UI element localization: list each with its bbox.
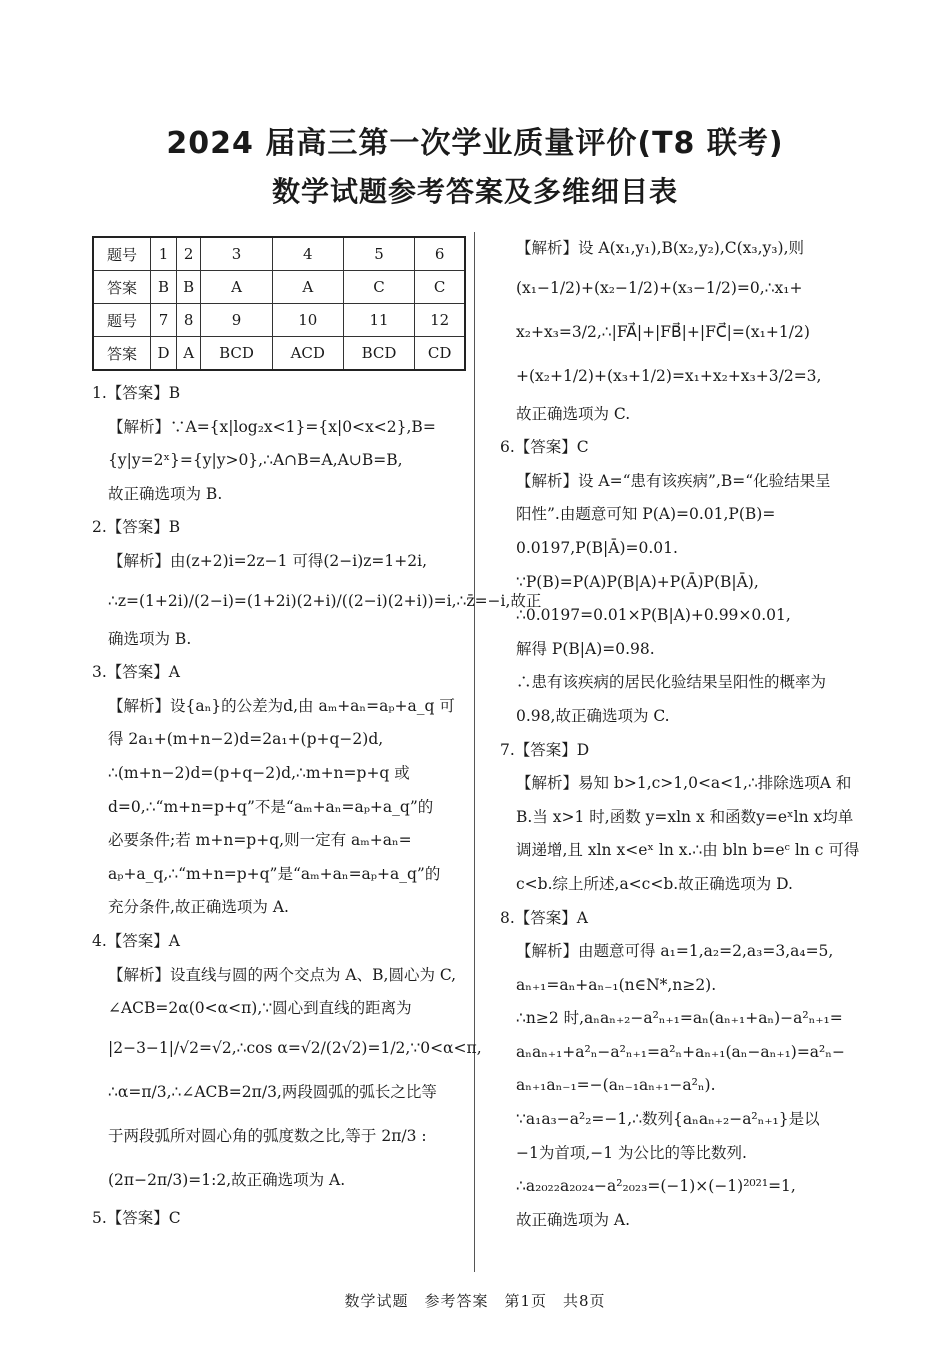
answer-table-cell: CD bbox=[415, 337, 465, 371]
question-answer-heading: 3.【答案】A bbox=[92, 663, 180, 682]
left-solutions bbox=[92, 377, 542, 1235]
answer-table-cell: 4 bbox=[272, 237, 343, 271]
answer-table-header-cell: 题号 bbox=[93, 237, 151, 271]
left-column bbox=[92, 236, 542, 1235]
answer-table-cell: 5 bbox=[343, 237, 415, 271]
answer-table-cell: 3 bbox=[201, 237, 273, 271]
solution-line: 解得 P(B|A)=0.98. bbox=[516, 639, 655, 658]
answer-table-cell: A bbox=[177, 337, 201, 371]
solution-line: ∴(m+n−2)d=(p+q−2)d,∴m+n=p+q 或 bbox=[108, 763, 410, 782]
answer-table-cell: 8 bbox=[177, 304, 201, 337]
question-answer-heading: 5.【答案】C bbox=[92, 1208, 181, 1227]
answer-table-cell: 9 bbox=[201, 304, 273, 337]
solution-line: {y|y=2ˣ}={y|y>0},∴A∩B=A,A∪B=B, bbox=[108, 451, 403, 470]
question-answer-heading: 7.【答案】D bbox=[500, 740, 590, 759]
solution-line: ∴α=π/3,∴∠ACB=2π/3,两段圆弧的弧长之比等 bbox=[108, 1082, 437, 1101]
answer-table-row bbox=[93, 237, 465, 271]
solution-line: 【解析】易知 b>1,c>1,0<a<1,∴排除选项A 和 bbox=[516, 774, 852, 793]
solution-line: 【解析】设 A(x₁,y₁),B(x₂,y₂),C(x₃,y₃),则 bbox=[516, 239, 804, 257]
solution-line: 【解析】由(z+2)i=2z−1 可得(2−i)z=1+2i, bbox=[108, 551, 428, 570]
solution-line: 故正确选项为 B. bbox=[108, 484, 223, 503]
solution-line: −1为首项,−1 为公比的等比数列. bbox=[516, 1143, 747, 1162]
answer-table-cell: 1 bbox=[151, 237, 177, 271]
answer-table-cell: C bbox=[343, 271, 415, 304]
solution-line: 0.0197,P(B|Ā)=0.01. bbox=[516, 538, 678, 557]
solution-line: aₙ₊₁=aₙ+aₙ₋₁(n∈N*,n≥2). bbox=[516, 975, 717, 994]
solution-line: 【解析】设直线与圆的两个交点为 A、B,圆心为 C, bbox=[108, 965, 457, 984]
answer-table-cell: C bbox=[415, 271, 465, 304]
answer-table-cell: BCD bbox=[343, 337, 415, 371]
answer-table-cell: 6 bbox=[415, 237, 465, 271]
solution-line: ∴a₂₀₂₂a₂₀₂₄−a²₂₀₂₃=(−1)×(−1)²⁰²¹=1, bbox=[516, 1177, 796, 1196]
solution-line: 得 2a₁+(m+n−2)d=2a₁+(p+q−2)d, bbox=[108, 730, 384, 749]
solution-line: 【解析】由题意可得 a₁=1,a₂=2,a₃=3,a₄=5, bbox=[516, 942, 834, 961]
answer-table-cell: A bbox=[201, 271, 273, 304]
solution-line: 【解析】∵A={x|log₂x<1}={x|0<x<2},B= bbox=[108, 417, 436, 436]
solution-line: ∴z=(1+2i)/(2−i)=(1+2i)(2+i)/((2−i)(2+i))=i,∴z̄=−i,故正 bbox=[108, 591, 542, 610]
page-subtitle: 数学试题参考答案及多维细目表 bbox=[271, 175, 678, 208]
solution-line: aₙ₊₁aₙ₋₁=−(aₙ₋₁aₙ₊₁−a²ₙ). bbox=[516, 1076, 716, 1095]
answer-table-header-cell: 答案 bbox=[93, 337, 151, 371]
solution-line: 充分条件,故正确选项为 A. bbox=[108, 898, 289, 917]
solution-line: +(x₂+1/2)+(x₃+1/2)=x₁+x₂+x₃+3/2=3, bbox=[516, 366, 822, 385]
page-footer: 数学试题 参考答案 第1页 共8页 bbox=[344, 1292, 606, 1310]
solution-line: 【解析】设{aₙ}的公差为d,由 aₘ+aₙ=aₚ+a_q 可 bbox=[108, 696, 455, 715]
solution-line: |2−3−1|/√2=√2,∴cos α=√2/(2√2)=1/2,∵0<α<π, bbox=[108, 1038, 482, 1057]
solution-line: 调递增,且 xln x<eˣ ln x.∴由 bln b=eᶜ ln c 可得 bbox=[516, 841, 860, 860]
question-answer-heading: 1.【答案】B bbox=[92, 384, 181, 402]
solution-line: 确选项为 B. bbox=[108, 629, 192, 648]
answer-table-cell: D bbox=[151, 337, 177, 371]
solution-line: ∠ACB=2α(0<α<π),∵圆心到直线的距离为 bbox=[108, 999, 412, 1018]
solution-line: 【解析】设 A=“患有该疾病”,B=“化验结果呈 bbox=[516, 471, 831, 490]
solution-line: 0.98,故正确选项为 C. bbox=[516, 706, 670, 725]
page-title: 2024 届高三第一次学业质量评价(T8 联考) bbox=[166, 126, 784, 161]
question-answer-heading: 4.【答案】A bbox=[92, 931, 180, 950]
solution-line: 必要条件;若 m+n=p+q,则一定有 aₘ+aₙ= bbox=[108, 831, 412, 850]
answer-table-row bbox=[93, 304, 465, 337]
solution-line: aₚ+a_q,∴“m+n=p+q”是“aₘ+aₙ=aₚ+a_q”的 bbox=[108, 864, 441, 883]
solution-line: x₂+x₃=3/2,∴|FA⃗|+|FB⃗|+|FC⃗|=(x₁+1/2) bbox=[516, 322, 810, 341]
answer-table-cell: A bbox=[272, 271, 343, 304]
solution-line: B.当 x>1 时,函数 y=xln x 和函数y=eˣln x均单 bbox=[516, 807, 854, 826]
right-column bbox=[500, 232, 862, 1237]
answer-table-cell: 12 bbox=[415, 304, 465, 337]
answer-table-row bbox=[93, 337, 465, 371]
answer-table-cell: 7 bbox=[151, 304, 177, 337]
answer-table-row bbox=[93, 271, 465, 304]
solution-line: c<b.综上所述,a<c<b.故正确选项为 D. bbox=[516, 874, 793, 893]
answer-table-cell: ACD bbox=[272, 337, 343, 371]
answer-table-cell: B bbox=[151, 271, 177, 304]
solution-line: (x₁−1/2)+(x₂−1/2)+(x₃−1/2)=0,∴x₁+ bbox=[516, 278, 803, 297]
question-answer-heading: 6.【答案】C bbox=[500, 438, 589, 457]
answer-table-cell: BCD bbox=[201, 337, 273, 371]
solution-line: (2π−2π/3)=1:2,故正确选项为 A. bbox=[108, 1170, 346, 1189]
solution-line: ∴患有该疾病的居民化验结果呈阳性的概率为 bbox=[516, 673, 827, 692]
answer-table-header-cell: 答案 bbox=[93, 271, 151, 304]
solution-line: 故正确选项为 C. bbox=[516, 404, 631, 423]
question-answer-heading: 8.【答案】A bbox=[500, 908, 588, 927]
answer-table bbox=[92, 236, 466, 371]
right-solutions bbox=[500, 232, 862, 1237]
answer-table-cell: B bbox=[177, 271, 201, 304]
solution-line: 故正确选项为 A. bbox=[516, 1210, 631, 1229]
solution-line: ∴0.0197=0.01×P(B|A)+0.99×0.01, bbox=[516, 606, 791, 625]
answer-table-cell: 2 bbox=[177, 237, 201, 271]
solution-line: ∵P(B)=P(A)P(B|A)+P(Ā)P(B|Ā), bbox=[516, 572, 759, 591]
solution-line: ∴n≥2 时,aₙaₙ₊₂−a²ₙ₊₁=aₙ(aₙ₊₁+aₙ)−a²ₙ₊₁= bbox=[516, 1009, 843, 1028]
answer-table-header-cell: 题号 bbox=[93, 304, 151, 337]
question-answer-heading: 2.【答案】B bbox=[92, 518, 181, 537]
solution-line: ∵a₁a₃−a²₂=−1,∴数列{aₙaₙ₊₂−a²ₙ₊₁}是以 bbox=[516, 1110, 820, 1129]
column-divider bbox=[474, 232, 475, 1272]
solution-line: aₙaₙ₊₁+a²ₙ−a²ₙ₊₁=a²ₙ+aₙ₊₁(aₙ−aₙ₊₁)=a²ₙ− bbox=[516, 1042, 845, 1061]
solution-line: d=0,∴“m+n=p+q”不是“aₘ+aₙ=aₚ+a_q”的 bbox=[108, 797, 434, 816]
solution-line: 阳性”.由题意可知 P(A)=0.01,P(B)= bbox=[516, 505, 776, 524]
solution-line: 于两段弧所对圆心角的弧度数之比,等于 2π/3 : bbox=[108, 1126, 427, 1145]
answer-table-cell: 11 bbox=[343, 304, 415, 337]
answer-table-cell: 10 bbox=[272, 304, 343, 337]
